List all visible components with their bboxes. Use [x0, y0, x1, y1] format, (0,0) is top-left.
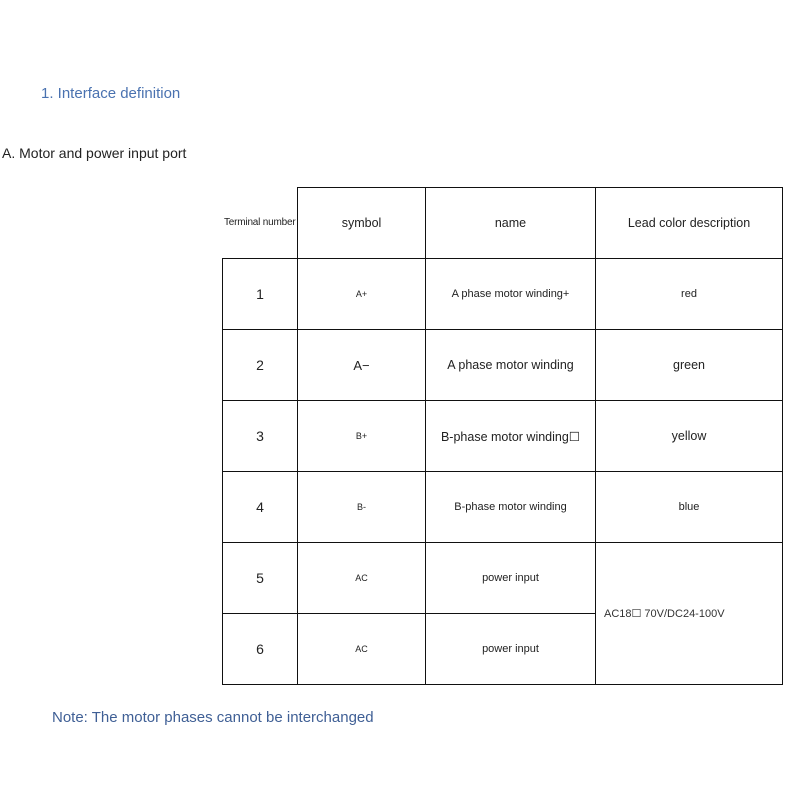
header-lead-color: Lead color description [596, 188, 783, 259]
terminal-number: 1 [223, 259, 298, 330]
symbol-cell: B- [298, 472, 426, 543]
table-row [223, 472, 783, 543]
terminal-number: 2 [223, 330, 298, 401]
power-input-spec: AC18☐ 70V/DC24-100V [596, 543, 783, 685]
terminal-number: 6 [223, 614, 298, 685]
table-row [223, 401, 783, 472]
terminal-number: 3 [223, 401, 298, 472]
symbol-cell: AC [298, 614, 426, 685]
name-cell: B-phase motor winding [426, 472, 596, 543]
interface-table [222, 187, 783, 685]
header-symbol: symbol [298, 188, 426, 259]
symbol-cell: A+ [298, 259, 426, 330]
symbol-cell: B+ [298, 401, 426, 472]
table-row [223, 259, 783, 330]
table-row [223, 330, 783, 401]
note-text: Note: The motor phases cannot be interchanged [52, 709, 374, 726]
symbol-cell: AC [298, 543, 426, 614]
table-row [223, 543, 783, 614]
header-terminal-number: Terminal number [223, 188, 298, 259]
subsection-title: A. Motor and power input port [2, 145, 187, 161]
name-cell: B-phase motor winding☐ [426, 401, 596, 472]
name-cell: power input [426, 543, 596, 614]
section-title: 1. Interface definition [41, 85, 181, 102]
name-cell: A phase motor winding+ [426, 259, 596, 330]
name-cell: power input [426, 614, 596, 685]
lead-color-cell: green [596, 330, 783, 401]
lead-color-cell: yellow [596, 401, 783, 472]
lead-color-cell: blue [596, 472, 783, 543]
terminal-number: 4 [223, 472, 298, 543]
table-header-row [223, 188, 783, 259]
terminal-number: 5 [223, 543, 298, 614]
name-cell: A phase motor winding [426, 330, 596, 401]
header-name: name [426, 188, 596, 259]
symbol-cell: A− [298, 330, 426, 401]
lead-color-cell: red [596, 259, 783, 330]
